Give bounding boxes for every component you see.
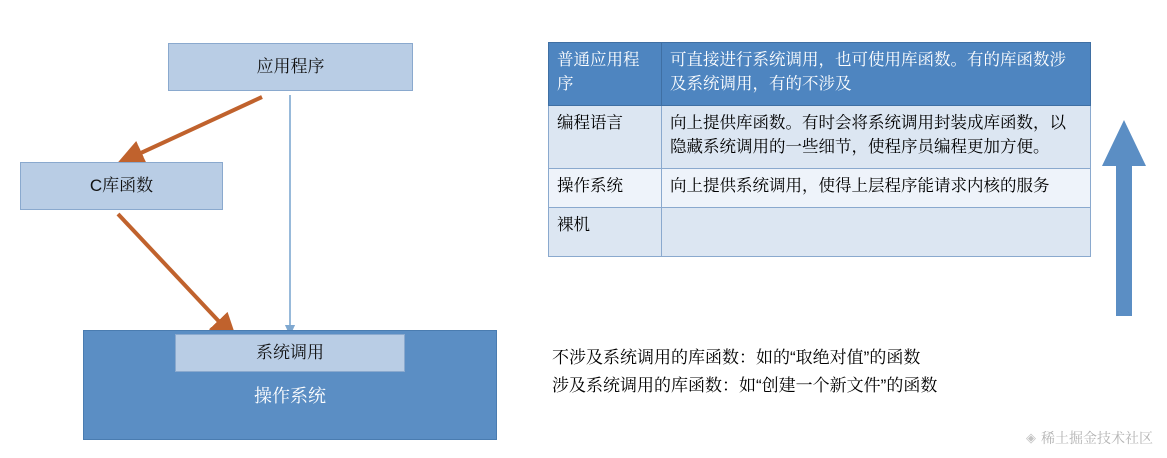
table-row — [549, 168, 1091, 207]
layers-table — [548, 42, 1091, 257]
box-c-library-label: C库函数 — [89, 175, 154, 195]
watermark — [1026, 428, 1153, 448]
layer-name: 裸机 — [549, 207, 662, 256]
box-application — [168, 43, 413, 91]
box-c-library — [20, 162, 223, 210]
table-row — [549, 207, 1091, 256]
table-row — [549, 43, 1091, 106]
layer-description: 向上提供库函数。有时会将系统调用封装成库函数，以隐藏系统调用的一些细节，使程序员编程更加方便。 — [662, 105, 1091, 168]
note-line-1: 不涉及系统调用的库函数：如的“取绝对值”的函数 — [552, 348, 921, 367]
layer-description: 向上提供系统调用，使得上层程序能请求内核的服务 — [662, 168, 1091, 207]
upward-arrow-icon — [1100, 118, 1148, 318]
layer-name: 操作系统 — [549, 168, 662, 207]
watermark-text: 稀土掘金技术社区 — [1041, 430, 1153, 446]
architecture-diagram — [0, 0, 540, 458]
note-line-2: 涉及系统调用的库函数：如“创建一个新文件”的函数 — [552, 376, 938, 396]
layer-name: 编程语言 — [549, 105, 662, 168]
box-system-call-label: 系统调用 — [256, 342, 324, 362]
box-system-call — [175, 334, 405, 372]
layer-description — [662, 207, 1091, 256]
watermark-logo-icon: ◈ — [1026, 430, 1036, 445]
notes-block — [552, 344, 1152, 400]
box-application-label: 应用程序 — [256, 56, 325, 76]
layer-name: 普通应用程序 — [549, 43, 662, 106]
box-operating-system-label: 操作系统 — [254, 386, 326, 406]
table-row — [549, 105, 1091, 168]
layers-table-wrap — [548, 42, 1091, 257]
layer-description: 可直接进行系统调用，也可使用库函数。有的库函数涉及系统调用，有的不涉及 — [662, 43, 1091, 106]
